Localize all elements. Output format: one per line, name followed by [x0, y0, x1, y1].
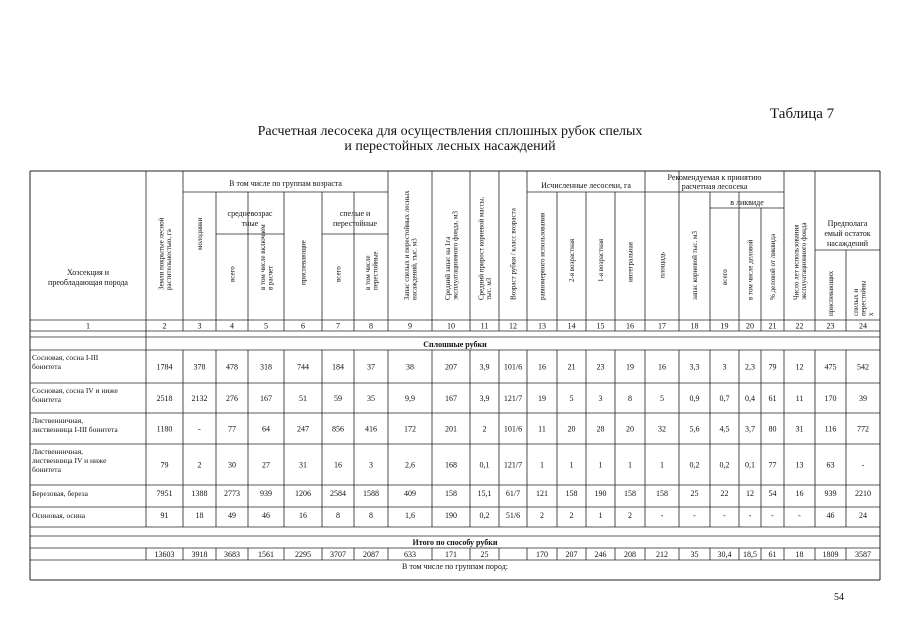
- header-business: в том числе деловой: [746, 239, 755, 300]
- header-stock: Запас спелых и перестойных лесных: [402, 190, 411, 300]
- header-age-group: В том числе по группам возраста: [229, 179, 342, 188]
- header-premature: приспевающие: [299, 240, 308, 285]
- col-number: 11: [480, 321, 489, 331]
- row-value: 51/6: [505, 511, 521, 520]
- row-value: 2: [540, 511, 544, 520]
- row-value: 30: [228, 460, 236, 470]
- footer-note: В том числе по группам пород:: [401, 562, 509, 571]
- total-value: 13603: [154, 550, 175, 559]
- header-root-stock: запас корневой тыс. м3: [691, 231, 699, 300]
- header-avg-growth: тыс. м3: [484, 277, 493, 300]
- row-value: 12: [795, 362, 804, 372]
- header-residue: емый остаток: [824, 229, 871, 238]
- row-value: 3,3: [689, 362, 700, 372]
- row-value: 77: [768, 460, 777, 470]
- row-value: 2773: [224, 489, 240, 498]
- row-value: 20: [567, 424, 576, 434]
- header-second-age: 2-я возрастная: [568, 238, 576, 282]
- row-value: 478: [226, 362, 238, 372]
- header-recommended: расчетная лесосека: [681, 182, 748, 191]
- total-value: 3918: [191, 550, 208, 559]
- row-value: 201: [445, 424, 457, 434]
- total-value: 2087: [363, 550, 379, 559]
- row-value: 2132: [191, 394, 208, 403]
- row-value: 16: [538, 362, 546, 372]
- header-integral: интегральная: [626, 242, 635, 282]
- row-value: 27: [262, 460, 270, 470]
- header-mature-total: всего: [334, 266, 343, 282]
- col-number: 8: [369, 321, 373, 331]
- row-value: 46: [826, 511, 835, 520]
- row-value: 20: [626, 424, 634, 434]
- row-value: -: [660, 511, 664, 520]
- row-value: 31: [795, 424, 804, 434]
- row-value: 121/7: [503, 460, 523, 470]
- row-value: 167: [260, 394, 272, 403]
- row-value: -: [693, 511, 696, 520]
- row-value: 24: [859, 511, 867, 520]
- row-value: 158: [624, 489, 636, 498]
- row-value: 61/7: [505, 489, 521, 498]
- row-value: 0,2: [689, 460, 700, 470]
- header-uniform: равномерного использования: [538, 212, 547, 300]
- row-value: 168: [445, 460, 457, 470]
- col-number: 22: [795, 321, 804, 331]
- title-line-1: Расчетная лесосека для осуществления сплошных рубок спелых: [257, 124, 643, 139]
- row-value: 158: [565, 489, 578, 498]
- header-residue-mature: перестойны: [859, 280, 868, 316]
- header-residue: Предполага: [827, 219, 868, 228]
- row-value: 79: [768, 362, 777, 372]
- header-overmature: в том числе: [363, 255, 372, 290]
- header-stock: насаждений, тыс. м3: [410, 238, 419, 300]
- row-value: 101/6: [503, 424, 523, 434]
- row-value: 276: [226, 394, 238, 403]
- row-value: 8: [628, 394, 632, 403]
- row-value: 939: [824, 489, 837, 498]
- row-value: 3,9: [479, 362, 490, 372]
- row-value: 16: [658, 362, 666, 372]
- row-value: 59: [334, 394, 342, 403]
- header-middle-included: в том числе включаем: [258, 224, 267, 290]
- header-young: молодняки: [196, 217, 204, 250]
- col-number: 1: [86, 321, 90, 331]
- row-value: 7951: [156, 489, 173, 498]
- header-middle-total: всего: [228, 266, 237, 282]
- row-value: 0,2: [479, 511, 490, 520]
- col-number: 18: [690, 321, 699, 331]
- row-value: 409: [404, 489, 416, 498]
- row-value: 80: [768, 424, 777, 434]
- header-recommended: Рекомендуемая к принятию: [667, 173, 762, 182]
- total-value: 212: [656, 550, 668, 559]
- row-value: 184: [332, 362, 344, 372]
- row-value: 0,1: [745, 460, 755, 470]
- row-value: 0,2: [719, 460, 730, 470]
- row-value: 2: [197, 460, 202, 470]
- row-value: 51: [299, 394, 307, 403]
- row-value: 39: [859, 394, 867, 403]
- row-value: 1: [660, 460, 664, 470]
- table-label: Таблица 7: [770, 106, 835, 122]
- col-number: 23: [826, 321, 835, 331]
- row-value: -: [861, 460, 865, 470]
- total-value: 25: [480, 550, 489, 559]
- row-value: 22: [720, 489, 729, 498]
- row-value: 79: [160, 460, 169, 470]
- row-value: 28: [596, 424, 605, 434]
- row-value: 0,1: [479, 460, 490, 470]
- col-number: 4: [230, 321, 234, 331]
- col-number: 20: [746, 321, 754, 331]
- row-value: 121: [536, 489, 548, 498]
- total-value: 171: [445, 550, 457, 559]
- row-value: 16: [334, 460, 342, 470]
- row-value: 158: [656, 489, 668, 498]
- row-value: 2,6: [405, 460, 415, 470]
- col-number: 19: [720, 321, 729, 331]
- row-value: 3: [598, 394, 603, 403]
- col-number: 2: [162, 321, 167, 331]
- row-value: 1: [569, 460, 574, 470]
- row-value: 1: [598, 511, 603, 520]
- row-value: 172: [404, 424, 416, 434]
- row-value: 19: [538, 394, 546, 403]
- header-avg-stock: эксплуатационного фонда, м3: [451, 211, 460, 300]
- row-value: 1180: [156, 424, 173, 434]
- col-number: 24: [859, 321, 867, 331]
- row-value: 8: [336, 511, 340, 520]
- row-value: 35: [367, 394, 375, 403]
- row-value: 2518: [156, 394, 173, 403]
- row-value: 744: [297, 362, 309, 372]
- row-value: 5: [569, 394, 574, 403]
- row-value: 121/7: [503, 394, 523, 403]
- row-value: 49: [228, 511, 236, 520]
- col-number: 7: [336, 321, 340, 331]
- row-value: 2: [482, 424, 487, 434]
- page-number: 54: [834, 592, 844, 603]
- row-value: 21: [567, 362, 576, 372]
- row-name: бонитета: [32, 362, 61, 371]
- row-value: 1: [540, 460, 544, 470]
- row-value: 19: [626, 362, 634, 372]
- total-label: Итого по способу рубки: [412, 538, 498, 547]
- header-middle-included: в расчет: [266, 265, 275, 290]
- row-value: 11: [795, 394, 804, 403]
- total-value: 18,5: [743, 550, 757, 559]
- row-value: 77: [228, 424, 236, 434]
- header-residue: насаждений: [826, 239, 869, 248]
- col-number: 17: [658, 321, 666, 331]
- row-value: 2210: [855, 489, 871, 498]
- row-value: 15,1: [477, 489, 492, 498]
- header-residue-mature: спелых и: [852, 288, 860, 316]
- row-value: 1: [628, 460, 632, 470]
- total-value: 35: [690, 550, 699, 559]
- row-value: 207: [445, 362, 457, 372]
- row-value: 167: [445, 394, 457, 403]
- row-name: лиственница IV и ниже: [32, 456, 107, 465]
- row-value: 37: [367, 362, 375, 372]
- row-value: 4,5: [719, 424, 730, 434]
- header-middle-aged: тные: [241, 219, 259, 228]
- header-cut-age: Возраст рубки / класс возраста: [509, 208, 518, 300]
- row-value: 378: [193, 362, 206, 372]
- row-name: Лиственничная,: [32, 416, 84, 425]
- total-value: 207: [565, 550, 578, 559]
- row-value: 9,9: [405, 394, 415, 403]
- row-value: 1588: [363, 489, 379, 498]
- row-value: 46: [262, 511, 270, 520]
- row-value: 475: [824, 362, 837, 372]
- header-first-age: 1-я возрастная: [597, 238, 605, 282]
- header-years: Число лет использования: [792, 224, 801, 300]
- row-value: 158: [445, 489, 457, 498]
- header-avg-stock: Средний запас на 1га: [443, 236, 452, 300]
- row-value: 1: [598, 460, 603, 470]
- total-value: 30,4: [717, 550, 732, 559]
- row-value: 25: [690, 489, 699, 498]
- col-number: 12: [509, 321, 517, 331]
- row-value: 101/6: [503, 362, 523, 372]
- header-liquid-total: всего: [721, 269, 729, 285]
- row-value: 318: [260, 362, 272, 372]
- row-value: 12: [746, 489, 754, 498]
- row-value: 54: [768, 489, 777, 498]
- row-value: 1388: [191, 489, 208, 498]
- header-liquid: в ликвиде: [730, 198, 764, 207]
- row-value: 18: [195, 511, 204, 520]
- total-value: 1561: [258, 550, 274, 559]
- row-value: 31: [299, 460, 307, 470]
- header-calculated: Исчисленные лесосеки, га: [541, 181, 631, 190]
- row-name: Лиственничная,: [32, 447, 84, 456]
- total-value: 1809: [822, 550, 839, 559]
- row-value: 23: [596, 362, 605, 372]
- row-value: 3: [369, 460, 373, 470]
- col-number: 9: [408, 321, 412, 331]
- row-value: 1784: [156, 362, 173, 372]
- row-name: Осиновая, осина: [32, 511, 86, 520]
- total-value: 246: [594, 550, 607, 559]
- row-name: Сосновая, сосна IV и ниже: [32, 386, 118, 395]
- row-value: 2: [628, 511, 632, 520]
- row-value: 16: [299, 511, 307, 520]
- row-value: -: [198, 424, 201, 434]
- header-farm-section: преобладающая порода: [48, 278, 128, 287]
- col-number: 14: [567, 321, 576, 331]
- header-avg-growth: Средний прирост корневой массы,: [477, 196, 486, 300]
- row-value: 116: [824, 424, 837, 434]
- row-value: 61: [768, 394, 777, 403]
- row-value: 11: [538, 424, 546, 434]
- row-value: 2584: [330, 489, 346, 498]
- header-farm-section: Хозсекция и: [66, 268, 110, 277]
- title-line-2: и перестойных лесных насаждений: [344, 139, 556, 154]
- row-value: 856: [332, 424, 344, 434]
- row-value: 2: [569, 511, 574, 520]
- row-value: 416: [365, 424, 377, 434]
- row-value: 63: [826, 460, 835, 470]
- header-covered-land: растительностью, га: [164, 229, 173, 290]
- row-value: 1,6: [405, 511, 415, 520]
- col-number: 3: [197, 321, 202, 331]
- row-value: 2,3: [745, 362, 755, 372]
- row-value: 32: [658, 424, 666, 434]
- row-value: 5,6: [689, 424, 700, 434]
- row-value: 16: [795, 489, 804, 498]
- total-value: 3683: [224, 550, 240, 559]
- row-value: 190: [445, 511, 457, 520]
- col-number: 15: [596, 321, 605, 331]
- row-value: 5: [660, 394, 664, 403]
- row-name: Сосновая, сосна I-III: [32, 353, 99, 362]
- total-value: 2295: [295, 550, 311, 559]
- row-value: 0,4: [745, 394, 755, 403]
- row-value: 8: [369, 511, 373, 520]
- row-value: 3,7: [745, 424, 755, 434]
- total-value: 3707: [330, 550, 346, 559]
- header-years: эксплуатационного фонда: [799, 222, 808, 300]
- row-value: 3,9: [479, 394, 490, 403]
- row-name: Березовая, береза: [32, 489, 88, 498]
- header-business-pct: % деловой от ликвида: [769, 233, 777, 300]
- row-value: -: [748, 511, 752, 520]
- row-value: 13: [795, 460, 804, 470]
- row-name: бонитета: [32, 395, 61, 404]
- total-value: 208: [624, 550, 636, 559]
- header-mature: перестойные: [332, 219, 378, 228]
- row-value: -: [771, 511, 774, 520]
- row-value: 939: [260, 489, 272, 498]
- col-number: 5: [264, 321, 268, 331]
- col-number: 6: [301, 321, 305, 331]
- col-number: 21: [768, 321, 777, 331]
- row-value: 0,7: [719, 394, 730, 403]
- row-name: лиственница I-III бонитета: [32, 425, 118, 434]
- col-number: 13: [538, 321, 546, 331]
- header-covered-land: Земли покрытые лесной: [157, 217, 166, 290]
- header-overmature: перестойные: [371, 251, 380, 290]
- header-area: площадь: [658, 252, 667, 278]
- total-value: 61: [768, 550, 777, 559]
- col-number: 16: [626, 321, 634, 331]
- row-value: -: [723, 511, 726, 520]
- section-clearcut: Сплошные рубки: [423, 340, 487, 349]
- row-value: 3: [722, 362, 727, 372]
- total-value: 3587: [855, 550, 871, 559]
- row-value: 542: [857, 362, 869, 372]
- row-value: 170: [824, 394, 837, 403]
- row-value: 0,9: [689, 394, 700, 403]
- row-name: бонитета: [32, 465, 61, 474]
- header-residue-mature: х: [867, 312, 875, 316]
- row-value: 38: [406, 362, 414, 372]
- total-value: 170: [536, 550, 548, 559]
- row-value: 190: [594, 489, 607, 498]
- total-value: 633: [404, 550, 416, 559]
- header-mature: спелые и: [339, 209, 371, 218]
- row-value: 64: [262, 424, 270, 434]
- row-value: 1206: [295, 489, 311, 498]
- header-middle-aged: средневозрас: [227, 209, 273, 218]
- header-residue-premature: приспевающих: [827, 270, 835, 316]
- total-value: 18: [795, 550, 804, 559]
- col-number: 10: [447, 321, 455, 331]
- row-value: 772: [857, 424, 869, 434]
- row-value: -: [798, 511, 801, 520]
- row-value: 91: [160, 511, 169, 520]
- row-value: 247: [297, 424, 309, 434]
